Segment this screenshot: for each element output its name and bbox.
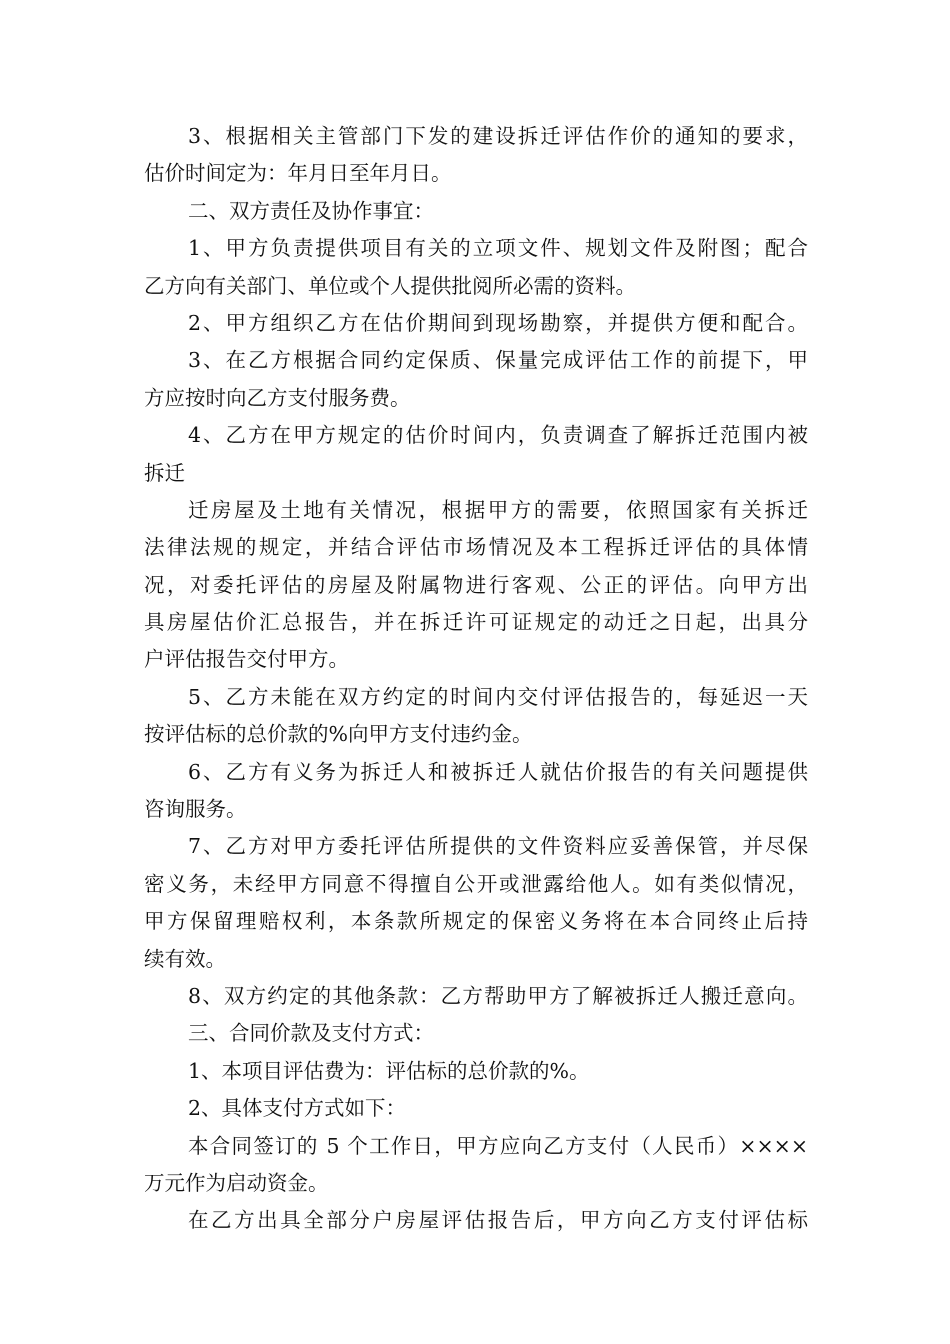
document-body — [144, 118, 808, 1240]
text-line: 5、乙方未能在双方约定的时间内交付评估报告的，每延迟一天 — [188, 684, 808, 709]
text-line: 续有效。 — [144, 946, 226, 971]
text-line: 估价时间定为：年月日至年月日。 — [144, 161, 452, 186]
text-line: 三、合同价款及支付方式： — [188, 1021, 434, 1046]
text-line: 户评估报告交付甲方。 — [144, 647, 349, 672]
text-line: 1、甲方负责提供项目有关的立项文件、规划文件及附图；配合 — [188, 236, 808, 261]
text-line: 乙方向有关部门、单位或个人提供批阅所必需的资料。 — [144, 273, 636, 298]
text-line: 4、乙方在甲方规定的估价时间内，负责调查了解拆迁范围内被 — [188, 423, 808, 448]
text-line: 6、乙方有义务为拆迁人和被拆迁人就估价报告的有关问题提供 — [188, 759, 808, 784]
text-line: 拆迁 — [144, 460, 185, 485]
text-line: 咨询服务。 — [144, 797, 247, 822]
text-line: 密义务，未经甲方同意不得擅自公开或泄露给他人。如有类似情况， — [144, 871, 808, 896]
text-line: 甲方保留理赔权利，本条款所规定的保密义务将在本合同终止后持 — [144, 909, 808, 934]
text-line: 3、根据相关主管部门下发的建设拆迁评估作价的通知的要求， — [188, 124, 808, 148]
text-line: 2、甲方组织乙方在估价期间到现场勘察，并提供方便和配合。 — [188, 310, 808, 335]
text-line: 在乙方出具全部分户房屋评估报告后，甲方向乙方支付评估标 — [188, 1208, 808, 1233]
text-line: 方应按时向乙方支付服务费。 — [144, 385, 411, 410]
text-line: 迁房屋及土地有关情况，根据甲方的需要，依照国家有关拆迁 — [188, 497, 808, 522]
text-line: 具房屋估价汇总报告，并在拆迁许可证规定的动迁之日起，出具分 — [144, 610, 808, 635]
text-line: 万元作为启动资金。 — [144, 1170, 329, 1195]
text-line: 二、双方责任及协作事宜： — [188, 198, 434, 223]
text-line: 况，对委托评估的房屋及附属物进行客观、公正的评估。向甲方出 — [144, 572, 808, 597]
text-line: 7、乙方对甲方委托评估所提供的文件资料应妥善保管，并尽保 — [188, 834, 808, 859]
text-line: 法律法规的规定，并结合评估市场情况及本工程拆迁评估的具体情 — [144, 535, 808, 560]
text-line: 本合同签订的 5 个工作日，甲方应向乙方支付（人民币）×××× — [188, 1133, 808, 1158]
text-line: 按评估标的总价款的%向甲方支付违约金。 — [144, 722, 533, 747]
text-line: 3、在乙方根据合同约定保质、保量完成评估工作的前提下，甲 — [188, 348, 808, 373]
text-line: 8、双方约定的其他条款：乙方帮助甲方了解被拆迁人搬迁意向。 — [188, 983, 808, 1008]
text-line: 1、本项目评估费为：评估标的总价款的%。 — [188, 1058, 590, 1083]
text-line: 2、具体支付方式如下： — [188, 1096, 407, 1121]
